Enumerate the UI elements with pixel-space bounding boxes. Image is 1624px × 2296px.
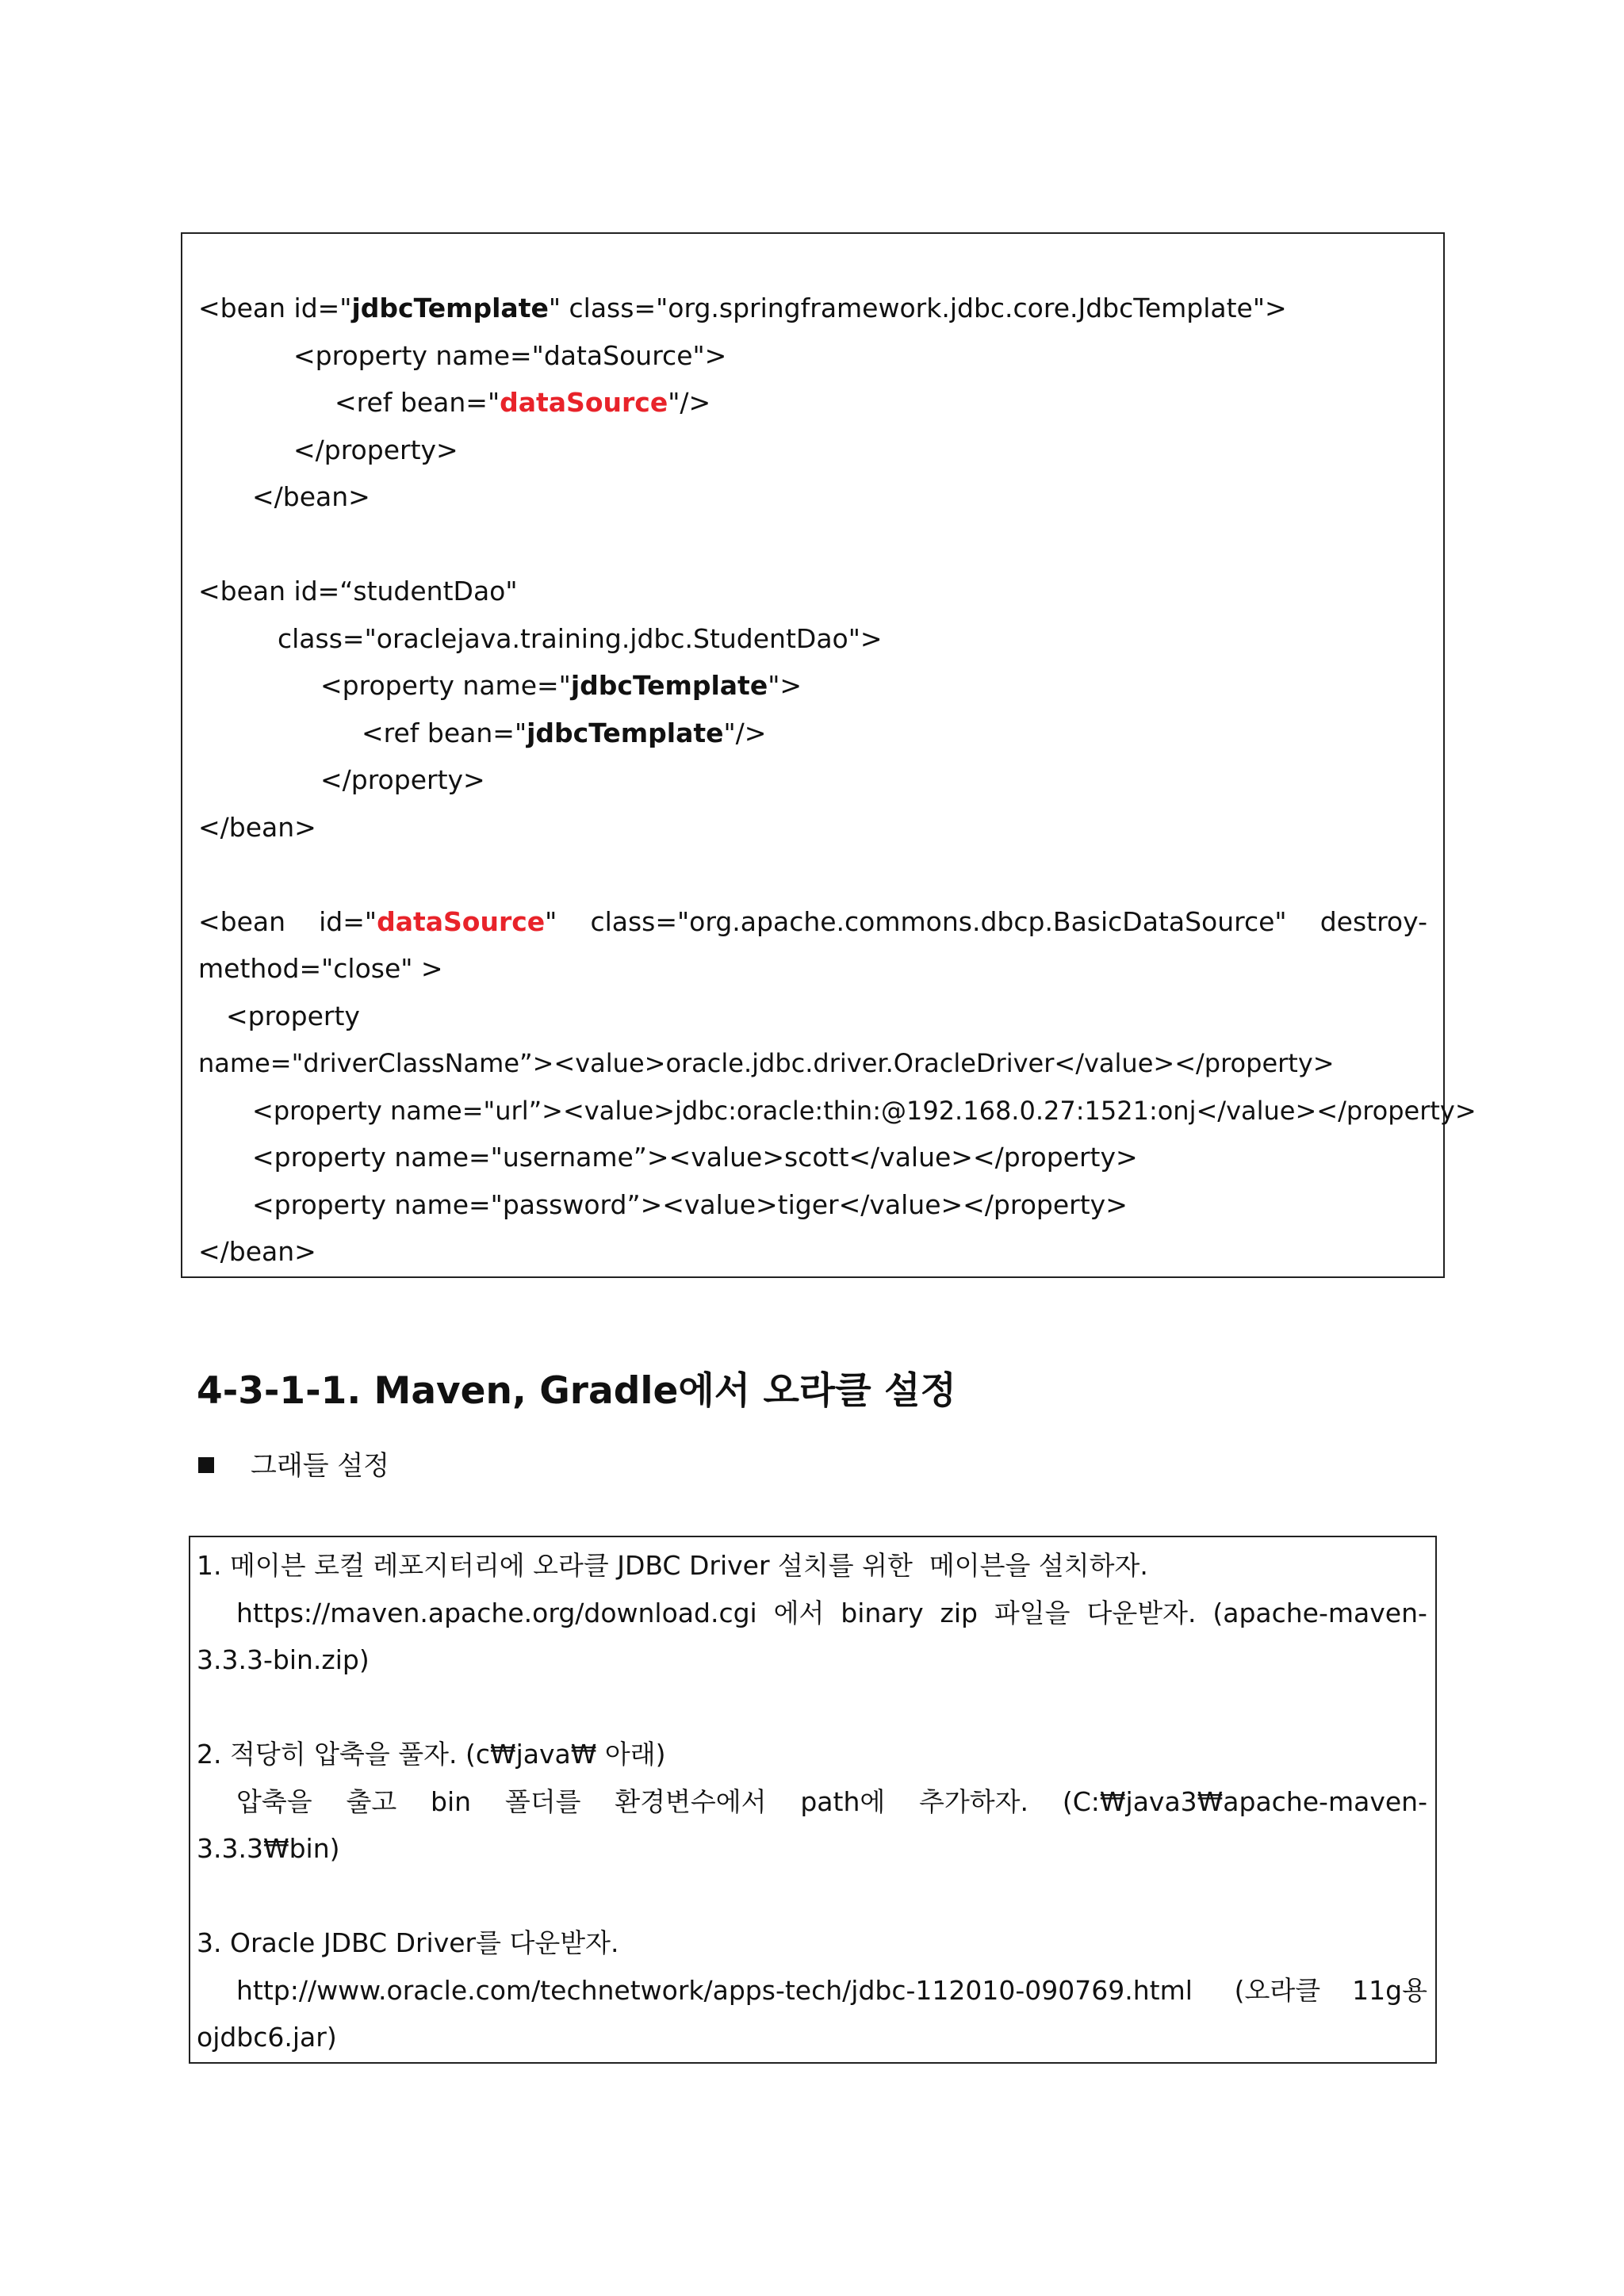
bullet-square-icon [198,1457,214,1473]
code-line: name="driverClassName”><value>oracle.jdbc.driver.OracleDriver</value></property> [198,1048,1335,1078]
code-line: </property> [293,434,458,465]
code-line: <bean id=“studentDao" [198,576,518,607]
code-line: <property name="password”><value>tiger</value></property> [252,1189,1128,1220]
code-line: <bean id="jdbcTemplate" class="org.springframework.jdbc.core.JdbcTemplate"> [198,293,1287,323]
code-line: </bean> [198,812,316,843]
code-line-justified: <bean id="dataSource" class="org.apache.commons.dbcp.BasicDataSource" destroy- [198,906,1427,937]
step-1-title: 1. 메이븐 로컬 레포지터리에 오라클 JDBC Driver 설치를 위한 메이븐을 설치하자. [197,1550,1148,1581]
code-line: <ref bean="jdbcTemplate"/> [362,718,767,748]
code-line: <ref bean="dataSource"/> [335,387,711,418]
step-2-line: 압축을 출고 bin 폴더를 환경변수에서 path에 추가하자. (C:₩java3₩apache-maven- [236,1786,1427,1817]
bullet-text: 그래들 설정 [251,1450,390,1482]
step-2-title: 2. 적당히 압축을 풀자. (c₩java₩ 아래) [197,1739,666,1770]
code-line: </property> [320,764,485,795]
step-3-title: 3. Oracle JDBC Driver를 다운받자. [197,1927,619,1958]
code-line: <property name="dataSource"> [293,340,727,371]
code-line: class="oraclejava.training.jdbc.StudentDao"> [278,623,883,654]
step-3-line: ojdbc6.jar) [197,2022,337,2053]
step-3-line: http://www.oracle.com/technetwork/apps-tech/jdbc-112010-090769.html (오라클 11g용 [236,1975,1427,2006]
section-heading: 4-3-1-1. Maven, Gradle에서 오라클 설정 [197,1369,956,1413]
step-2-line: 3.3.3₩bin) [197,1833,340,1864]
step-1-line: https://maven.apache.org/download.cgi 에서 binary zip 파일을 다운받자. (apache-maven- [236,1598,1427,1628]
code-line: <property name="url”><value>jdbc:oracle:thin:@192.168.0.27:1521:onj</value></property> [252,1096,1477,1126]
code-line: <property name="jdbcTemplate"> [320,670,802,701]
code-line: <property name="username”><value>scott</value></property> [252,1142,1138,1173]
code-line: </bean> [198,1236,316,1267]
code-line: </bean> [252,481,370,512]
step-1-line: 3.3.3-bin.zip) [197,1644,370,1675]
code-line: method="close" > [198,953,443,984]
code-line: <property [226,1001,360,1031]
